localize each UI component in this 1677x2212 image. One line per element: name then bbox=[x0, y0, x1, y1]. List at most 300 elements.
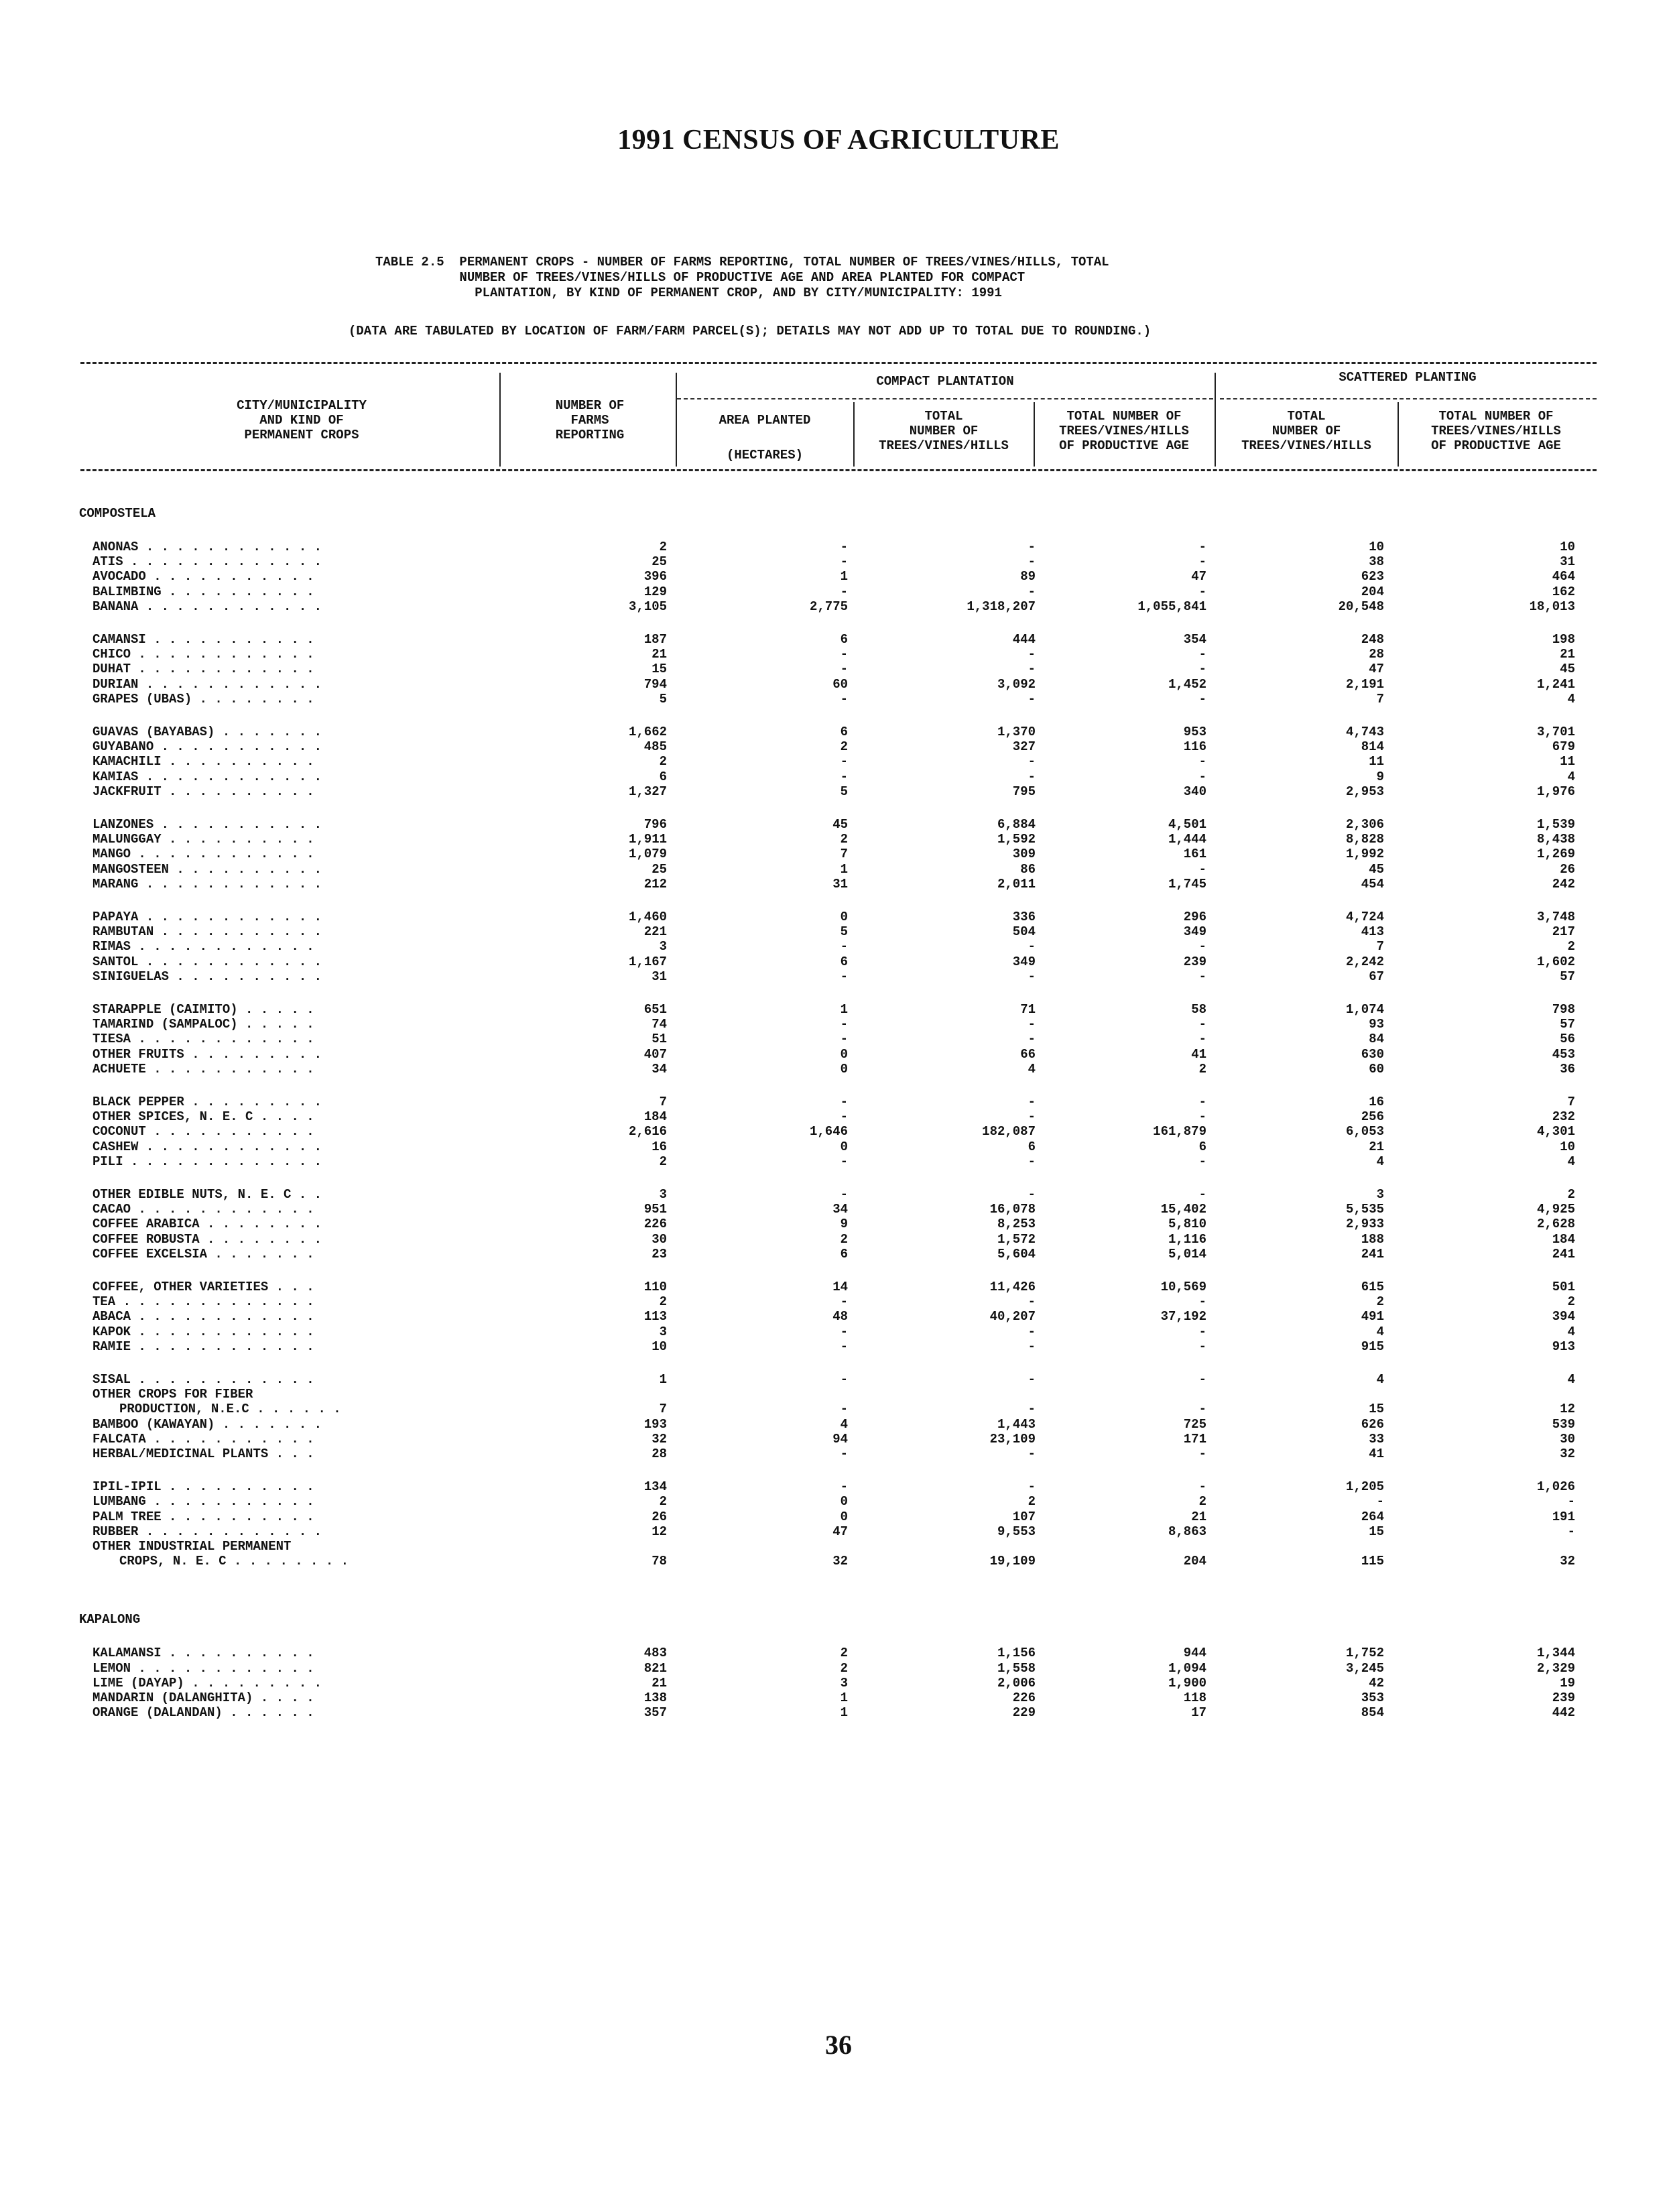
cell-value: - bbox=[840, 662, 848, 676]
crop-label: FALCATA . . . . . . . . . . . bbox=[92, 1432, 322, 1447]
crop-label: PRODUCTION, N.E.C . . . . . . bbox=[119, 1402, 349, 1416]
cell-value: 6 bbox=[659, 770, 667, 784]
cell-value: 1,602 bbox=[1536, 955, 1575, 969]
table-row bbox=[0, 1447, 1677, 1461]
cell-value: 1,094 bbox=[1168, 1661, 1206, 1676]
cell-value: 2 bbox=[840, 1232, 848, 1247]
cell-value: 56 bbox=[1560, 1032, 1575, 1046]
cell-value: 188 bbox=[1361, 1232, 1384, 1247]
crop-label: KAMIAS . . . . . . . . . . . . bbox=[92, 770, 330, 784]
table-row bbox=[0, 1646, 1677, 1660]
cell-value: 4,301 bbox=[1536, 1124, 1575, 1139]
cell-value: 464 bbox=[1552, 569, 1575, 584]
table-row bbox=[0, 1109, 1677, 1124]
crop-label: BALIMBING . . . . . . . . . . bbox=[92, 585, 322, 599]
table-row bbox=[0, 632, 1677, 647]
cell-value: 14 bbox=[832, 1280, 848, 1294]
cell-value: 1,241 bbox=[1536, 677, 1575, 692]
cell-value: - bbox=[1198, 647, 1206, 662]
table-row bbox=[0, 784, 1677, 799]
cell-value: 31 bbox=[1560, 554, 1575, 569]
cell-value: - bbox=[1028, 1479, 1036, 1494]
cell-value: 9 bbox=[1376, 770, 1384, 784]
header-scattered-productive-trees: TOTAL NUMBER OF TREES/VINES/HILLS OF PRODUCTIVE AGE bbox=[1431, 409, 1561, 453]
crop-label: DURIAN . . . . . . . . . . . . bbox=[92, 677, 330, 692]
cell-value: 86 bbox=[1020, 862, 1036, 877]
table-row bbox=[0, 847, 1677, 861]
cell-value: - bbox=[1198, 1109, 1206, 1124]
crop-label: LUMBANG . . . . . . . . . . . bbox=[92, 1494, 322, 1509]
cell-value: 0 bbox=[840, 1494, 848, 1509]
page-number: 36 bbox=[825, 2030, 852, 2060]
cell-value: 2 bbox=[1567, 1294, 1575, 1309]
table-row bbox=[0, 1554, 1677, 1569]
cell-value: 3 bbox=[659, 1325, 667, 1339]
cell-value: 0 bbox=[840, 1140, 848, 1154]
table-row bbox=[0, 1494, 1677, 1509]
cell-value: 2 bbox=[840, 1661, 848, 1676]
cell-value: 1,156 bbox=[997, 1646, 1036, 1660]
cell-value: 354 bbox=[1183, 632, 1206, 647]
caption-line: TABLE 2.5 PERMANENT CROPS - NUMBER OF FARMS REPORTING, TOTAL NUMBER OF TREES/VINES/HILLS, TOTAL bbox=[375, 255, 1109, 269]
table-row bbox=[0, 1372, 1677, 1387]
cell-value: 309 bbox=[1012, 847, 1036, 861]
crop-label: STARAPPLE (CAIMITO) . . . . . bbox=[92, 1002, 322, 1017]
cell-value: 491 bbox=[1361, 1309, 1384, 1324]
cell-value: - bbox=[1028, 1294, 1036, 1309]
cell-value: 204 bbox=[1183, 1554, 1206, 1569]
crop-label: MANDARIN (DALANGHITA) . . . . bbox=[92, 1691, 322, 1705]
cell-value: 5 bbox=[840, 784, 848, 799]
cell-value: 37,192 bbox=[1160, 1309, 1206, 1324]
cell-value: 2 bbox=[659, 1154, 667, 1169]
table-row bbox=[0, 877, 1677, 892]
table-row bbox=[0, 1017, 1677, 1032]
cell-value: 264 bbox=[1361, 1510, 1384, 1524]
cell-value: 679 bbox=[1552, 739, 1575, 754]
cell-value: 12 bbox=[1560, 1402, 1575, 1416]
crop-label: GUAVAS (BAYABAS) . . . . . . . bbox=[92, 725, 330, 739]
cell-value: 9 bbox=[840, 1217, 848, 1231]
cell-value: - bbox=[840, 770, 848, 784]
cell-value: - bbox=[1198, 1402, 1206, 1416]
cell-value: - bbox=[1376, 1494, 1384, 1509]
header-area-planted: AREA PLANTED bbox=[719, 413, 811, 428]
table-row bbox=[0, 1387, 1677, 1402]
cell-value: 1,976 bbox=[1536, 784, 1575, 799]
cell-value: 36 bbox=[1560, 1062, 1575, 1077]
cell-value: 239 bbox=[1183, 955, 1206, 969]
cell-value: 226 bbox=[1012, 1691, 1036, 1705]
cell-value: 6 bbox=[840, 632, 848, 647]
cell-value: 1,539 bbox=[1536, 817, 1575, 832]
cell-value: 623 bbox=[1361, 569, 1384, 584]
cell-value: 3,105 bbox=[628, 599, 667, 614]
cell-value: 357 bbox=[643, 1705, 667, 1720]
table-row bbox=[0, 662, 1677, 676]
table-row bbox=[0, 1217, 1677, 1231]
cell-value: - bbox=[840, 1294, 848, 1309]
cell-value: 1,443 bbox=[997, 1417, 1036, 1432]
crop-label: ORANGE (DALANDAN) . . . . . . bbox=[92, 1705, 322, 1720]
cell-value: - bbox=[1198, 1017, 1206, 1032]
cell-value: 18,013 bbox=[1529, 599, 1575, 614]
cell-value: - bbox=[1198, 1325, 1206, 1339]
cell-value: 74 bbox=[651, 1017, 667, 1032]
cell-value: 615 bbox=[1361, 1280, 1384, 1294]
cell-value: 10,569 bbox=[1160, 1280, 1206, 1294]
crop-label: GUYABANO . . . . . . . . . . . bbox=[92, 739, 330, 754]
section-heading: COMPOSTELA bbox=[79, 506, 156, 521]
crop-label: TAMARIND (SAMPALOC) . . . . . bbox=[92, 1017, 322, 1032]
cell-value: 501 bbox=[1552, 1280, 1575, 1294]
cell-value: 60 bbox=[1369, 1062, 1384, 1077]
crop-label: JACKFRUIT . . . . . . . . . . bbox=[92, 784, 322, 799]
crop-label: LIME (DAYAP) . . . . . . . . . bbox=[92, 1676, 330, 1691]
cell-value: 15 bbox=[651, 662, 667, 676]
cell-value: 23 bbox=[651, 1247, 667, 1262]
table-row bbox=[0, 1339, 1677, 1354]
cell-value: 4,925 bbox=[1536, 1202, 1575, 1217]
cell-value: 0 bbox=[840, 910, 848, 924]
cell-value: 4 bbox=[1567, 692, 1575, 706]
cell-value: 4 bbox=[1376, 1372, 1384, 1387]
cell-value: 4 bbox=[1376, 1154, 1384, 1169]
cell-value: 26 bbox=[651, 1510, 667, 1524]
cell-value: 1 bbox=[840, 1705, 848, 1720]
crop-label: ABACA . . . . . . . . . . . . bbox=[92, 1309, 322, 1324]
cell-value: 32 bbox=[832, 1554, 848, 1569]
cell-value: 1,116 bbox=[1168, 1232, 1206, 1247]
table-row bbox=[0, 1402, 1677, 1416]
cell-value: - bbox=[1198, 1095, 1206, 1109]
table-row bbox=[0, 647, 1677, 662]
cell-value: 241 bbox=[1361, 1247, 1384, 1262]
caption-line: NUMBER OF TREES/VINES/HILLS OF PRODUCTIVE AGE AND AREA PLANTED FOR COMPACT bbox=[375, 270, 1026, 285]
crop-label: SANTOL . . . . . . . . . . . . bbox=[92, 955, 330, 969]
cell-value: 93 bbox=[1369, 1017, 1384, 1032]
cell-value: 6 bbox=[840, 955, 848, 969]
cell-value: 1,327 bbox=[628, 784, 667, 799]
table-row bbox=[0, 1280, 1677, 1294]
cell-value: 915 bbox=[1361, 1339, 1384, 1354]
header-scattered-total-trees: TOTAL NUMBER OF TREES/VINES/HILLS bbox=[1241, 409, 1371, 453]
cell-value: 138 bbox=[643, 1691, 667, 1705]
cell-value: 8,253 bbox=[997, 1217, 1036, 1231]
table-row bbox=[0, 939, 1677, 954]
cell-value: - bbox=[1198, 662, 1206, 676]
cell-value: - bbox=[840, 585, 848, 599]
crop-label: PALM TREE . . . . . . . . . . bbox=[92, 1510, 322, 1524]
cell-value: 0 bbox=[840, 1510, 848, 1524]
cell-value: 2,306 bbox=[1345, 817, 1384, 832]
cell-value: 2,933 bbox=[1345, 1217, 1384, 1231]
cell-value: 5 bbox=[659, 692, 667, 706]
cell-value: - bbox=[1028, 1325, 1036, 1339]
cell-value: - bbox=[1198, 1372, 1206, 1387]
crop-label: COCONUT . . . . . . . . . . . bbox=[92, 1124, 322, 1139]
cell-value: 25 bbox=[651, 554, 667, 569]
cell-value: 41 bbox=[1369, 1447, 1384, 1461]
cell-value: 1,572 bbox=[997, 1232, 1036, 1247]
cell-value: 47 bbox=[1191, 569, 1206, 584]
cell-value: 25 bbox=[651, 862, 667, 877]
crop-label: COFFEE ARABICA . . . . . . . . bbox=[92, 1217, 330, 1231]
cell-value: 504 bbox=[1012, 924, 1036, 939]
cell-value: 113 bbox=[643, 1309, 667, 1324]
crop-label: CACAO . . . . . . . . . . . . bbox=[92, 1202, 322, 1217]
cell-value: - bbox=[1198, 1447, 1206, 1461]
cell-value: 78 bbox=[651, 1554, 667, 1569]
cell-value: 394 bbox=[1552, 1309, 1575, 1324]
cell-value: 15,402 bbox=[1160, 1202, 1206, 1217]
cell-value: 20,548 bbox=[1338, 599, 1384, 614]
cell-value: 241 bbox=[1552, 1247, 1575, 1262]
cell-value: 17 bbox=[1191, 1705, 1206, 1720]
crop-label: RUBBER . . . . . . . . . . . . bbox=[92, 1524, 330, 1539]
crop-label: ACHUETE . . . . . . . . . . . bbox=[92, 1062, 322, 1077]
cell-value: 8,438 bbox=[1536, 832, 1575, 847]
crop-label: PAPAYA . . . . . . . . . . . . bbox=[92, 910, 330, 924]
cell-value: 4,724 bbox=[1345, 910, 1384, 924]
cell-value: 6 bbox=[840, 725, 848, 739]
cell-value: - bbox=[1028, 1032, 1036, 1046]
cell-value: 1,646 bbox=[809, 1124, 848, 1139]
cell-value: 26 bbox=[1560, 862, 1575, 877]
cell-value: 198 bbox=[1552, 632, 1575, 647]
cell-value: 57 bbox=[1560, 1017, 1575, 1032]
table-row bbox=[0, 955, 1677, 969]
cell-value: 48 bbox=[832, 1309, 848, 1324]
cell-value: 32 bbox=[651, 1432, 667, 1447]
cell-value: - bbox=[1028, 1187, 1036, 1202]
table-row bbox=[0, 599, 1677, 614]
cell-value: 1 bbox=[840, 1002, 848, 1017]
cell-value: 57 bbox=[1560, 969, 1575, 984]
cell-value: 6 bbox=[1198, 1140, 1206, 1154]
cell-value: 21 bbox=[1369, 1140, 1384, 1154]
cell-value: 84 bbox=[1369, 1032, 1384, 1046]
cell-value: 226 bbox=[643, 1217, 667, 1231]
cell-value: - bbox=[840, 1032, 848, 1046]
table-row bbox=[0, 585, 1677, 599]
cell-value: 913 bbox=[1552, 1339, 1575, 1354]
cell-value: 67 bbox=[1369, 969, 1384, 984]
header-city-crop: CITY/MUNICIPALITY AND KIND OF PERMANENT CROPS bbox=[237, 398, 367, 442]
cell-value: 66 bbox=[1020, 1047, 1036, 1062]
cell-value: 30 bbox=[1560, 1432, 1575, 1447]
cell-value: 45 bbox=[832, 817, 848, 832]
cell-value: 953 bbox=[1183, 725, 1206, 739]
crop-label: OTHER EDIBLE NUTS, N. E. C . . bbox=[92, 1187, 330, 1202]
cell-value: - bbox=[1198, 1154, 1206, 1169]
table-row bbox=[0, 1325, 1677, 1339]
table-row bbox=[0, 1661, 1677, 1676]
table-row bbox=[0, 1676, 1677, 1691]
crop-label: PILI . . . . . . . . . . . . . bbox=[92, 1154, 330, 1169]
cell-value: 47 bbox=[1369, 662, 1384, 676]
cell-value: 1,079 bbox=[628, 847, 667, 861]
cell-value: 11 bbox=[1560, 754, 1575, 769]
cell-value: 38 bbox=[1369, 554, 1384, 569]
cell-value: 21 bbox=[651, 1676, 667, 1691]
cell-value: 0 bbox=[840, 1047, 848, 1062]
cell-value: 2,616 bbox=[628, 1124, 667, 1139]
cell-value: 2 bbox=[1567, 939, 1575, 954]
cell-value: 854 bbox=[1361, 1705, 1384, 1720]
header-compact-total-trees: TOTAL NUMBER OF TREES/VINES/HILLS bbox=[879, 409, 1009, 453]
cell-value: 3,245 bbox=[1345, 1661, 1384, 1676]
table-row bbox=[0, 540, 1677, 554]
cell-value: 6,053 bbox=[1345, 1124, 1384, 1139]
cell-value: 42 bbox=[1369, 1676, 1384, 1691]
table-row bbox=[0, 1202, 1677, 1217]
crop-label: TEA . . . . . . . . . . . . . bbox=[92, 1294, 322, 1309]
cell-value: - bbox=[1198, 1187, 1206, 1202]
crop-label: HERBAL/MEDICINAL PLANTS . . . bbox=[92, 1447, 322, 1461]
cell-value: 3 bbox=[659, 939, 667, 954]
cell-value: - bbox=[840, 1447, 848, 1461]
cell-value: 4,501 bbox=[1168, 817, 1206, 832]
cell-value: 407 bbox=[643, 1047, 667, 1062]
cell-value: 442 bbox=[1552, 1705, 1575, 1720]
cell-value: - bbox=[1028, 1402, 1036, 1416]
cell-value: - bbox=[840, 1402, 848, 1416]
cell-value: - bbox=[1028, 692, 1036, 706]
cell-value: 2,191 bbox=[1345, 677, 1384, 692]
crop-label: ATIS . . . . . . . . . . . . . bbox=[92, 554, 330, 569]
cell-value: 444 bbox=[1012, 632, 1036, 647]
cell-value: - bbox=[1028, 754, 1036, 769]
cell-value: 4 bbox=[1567, 1372, 1575, 1387]
cell-value: 21 bbox=[1560, 647, 1575, 662]
cell-value: 1,992 bbox=[1345, 847, 1384, 861]
cell-value: 7 bbox=[1567, 1095, 1575, 1109]
table-row bbox=[0, 754, 1677, 769]
cell-value: 951 bbox=[643, 1202, 667, 1217]
cell-value: 0 bbox=[840, 1062, 848, 1077]
cell-value: 6,884 bbox=[997, 817, 1036, 832]
cell-value: 171 bbox=[1183, 1432, 1206, 1447]
cell-value: 118 bbox=[1183, 1691, 1206, 1705]
cell-value: 204 bbox=[1361, 585, 1384, 599]
cell-value: - bbox=[1028, 939, 1036, 954]
cell-value: - bbox=[1198, 540, 1206, 554]
cell-value: - bbox=[1198, 770, 1206, 784]
cell-value: 1,370 bbox=[997, 725, 1036, 739]
cell-value: - bbox=[840, 1154, 848, 1169]
cell-value: 229 bbox=[1012, 1705, 1036, 1720]
table-row bbox=[0, 739, 1677, 754]
crop-label: LEMON . . . . . . . . . . . . bbox=[92, 1661, 322, 1676]
crop-label: LANZONES . . . . . . . . . . . bbox=[92, 817, 330, 832]
cell-value: 1,452 bbox=[1168, 677, 1206, 692]
cell-value: 485 bbox=[643, 739, 667, 754]
cell-value: 10 bbox=[1560, 540, 1575, 554]
crop-label: AVOCADO . . . . . . . . . . . bbox=[92, 569, 322, 584]
cell-value: 12 bbox=[651, 1524, 667, 1539]
cell-value: 28 bbox=[651, 1447, 667, 1461]
cell-value: 32 bbox=[1560, 1554, 1575, 1569]
crop-label: CHICO . . . . . . . . . . . . bbox=[92, 647, 322, 662]
cell-value: 232 bbox=[1552, 1109, 1575, 1124]
crop-label: BLACK PEPPER . . . . . . . . . bbox=[92, 1095, 330, 1109]
cell-value: 60 bbox=[832, 677, 848, 692]
cell-value: 1,055,841 bbox=[1137, 599, 1206, 614]
crop-label: OTHER FRUITS . . . . . . . . . bbox=[92, 1047, 330, 1062]
cell-value: 161 bbox=[1183, 847, 1206, 861]
cell-value: 944 bbox=[1183, 1646, 1206, 1660]
cell-value: 1 bbox=[840, 862, 848, 877]
cell-value: 30 bbox=[651, 1232, 667, 1247]
cell-value: 5,810 bbox=[1168, 1217, 1206, 1231]
cell-value: 28 bbox=[1369, 647, 1384, 662]
crop-label: OTHER INDUSTRIAL PERMANENT bbox=[92, 1539, 292, 1554]
cell-value: 193 bbox=[643, 1417, 667, 1432]
cell-value: 2 bbox=[659, 1294, 667, 1309]
table-row bbox=[0, 770, 1677, 784]
cell-value: 19,109 bbox=[989, 1554, 1036, 1569]
cell-value: 116 bbox=[1183, 739, 1206, 754]
cell-value: 16,078 bbox=[989, 1202, 1036, 1217]
table-row bbox=[0, 725, 1677, 739]
cell-value: 2,011 bbox=[997, 877, 1036, 892]
table-row bbox=[0, 1095, 1677, 1109]
table-row bbox=[0, 1539, 1677, 1554]
section-heading: KAPALONG bbox=[79, 1612, 141, 1627]
cell-value: 110 bbox=[643, 1280, 667, 1294]
cell-value: 8,863 bbox=[1168, 1524, 1206, 1539]
cell-value: 2 bbox=[1198, 1494, 1206, 1509]
crop-label: ANONAS . . . . . . . . . . . . bbox=[92, 540, 330, 554]
cell-value: 7 bbox=[659, 1402, 667, 1416]
cell-value: 3,701 bbox=[1536, 725, 1575, 739]
cell-value: 3 bbox=[1376, 1187, 1384, 1202]
cell-value: 1 bbox=[840, 1691, 848, 1705]
cell-value: 134 bbox=[643, 1479, 667, 1494]
cell-value: 1,344 bbox=[1536, 1646, 1575, 1660]
table-row bbox=[0, 910, 1677, 924]
cell-value: - bbox=[1028, 585, 1036, 599]
table-row bbox=[0, 1510, 1677, 1524]
cell-value: 1,074 bbox=[1345, 1002, 1384, 1017]
table-row bbox=[0, 1232, 1677, 1247]
cell-value: 4 bbox=[1567, 1325, 1575, 1339]
cell-value: 4 bbox=[1028, 1062, 1036, 1077]
cell-value: - bbox=[840, 1325, 848, 1339]
cell-value: 821 bbox=[643, 1661, 667, 1676]
cell-value: 1,318,207 bbox=[967, 599, 1036, 614]
table-row bbox=[0, 1124, 1677, 1139]
cell-value: 3 bbox=[840, 1676, 848, 1691]
table-row bbox=[0, 1047, 1677, 1062]
cell-value: 32 bbox=[1560, 1447, 1575, 1461]
cell-value: 651 bbox=[643, 1002, 667, 1017]
cell-value: 256 bbox=[1361, 1109, 1384, 1124]
cell-value: - bbox=[1028, 1154, 1036, 1169]
cell-value: 5 bbox=[840, 924, 848, 939]
cell-value: 353 bbox=[1361, 1691, 1384, 1705]
table-row bbox=[0, 1691, 1677, 1705]
cell-value: 7 bbox=[840, 847, 848, 861]
cell-value: - bbox=[1198, 1479, 1206, 1494]
cell-value: 4 bbox=[1567, 1154, 1575, 1169]
table-row bbox=[0, 692, 1677, 706]
cell-value: 21 bbox=[651, 647, 667, 662]
cell-value: - bbox=[1198, 754, 1206, 769]
cell-value: 327 bbox=[1012, 739, 1036, 754]
cell-value: 630 bbox=[1361, 1047, 1384, 1062]
